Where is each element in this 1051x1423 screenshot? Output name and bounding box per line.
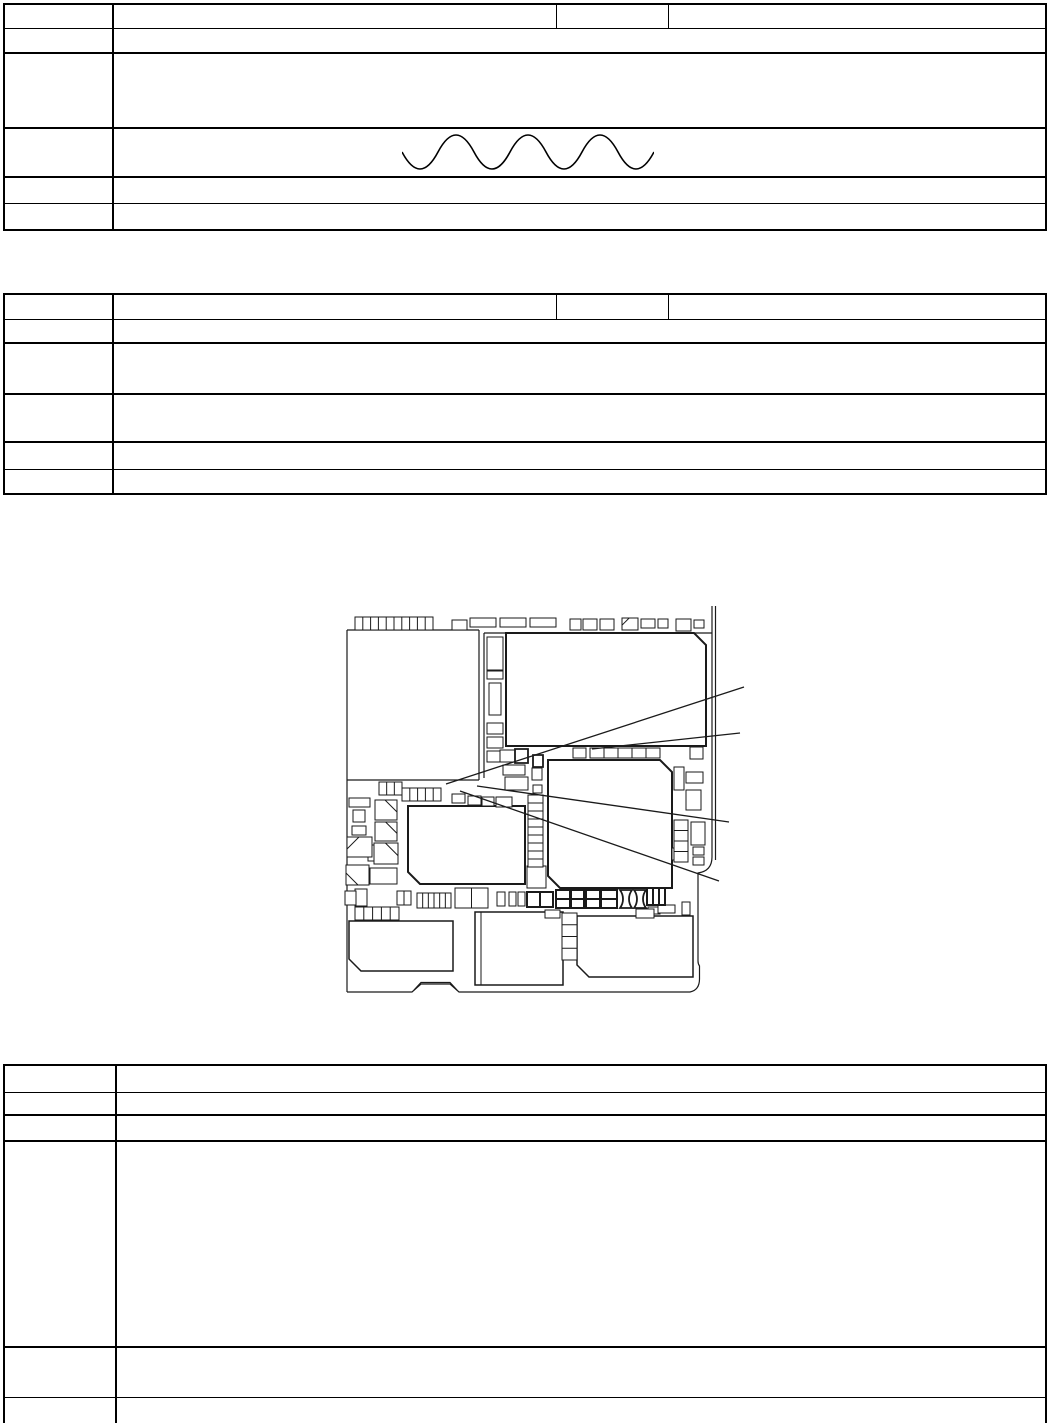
- component: [353, 810, 365, 822]
- ic-chip: [408, 806, 525, 884]
- component: [533, 755, 543, 767]
- table-3-row-4-cell-2: [117, 1142, 1045, 1346]
- table-1-row-2-cell-2: [114, 29, 1045, 52]
- table-2-row-1-cell-3: [557, 295, 669, 319]
- component: [355, 889, 367, 906]
- component: [527, 866, 546, 888]
- table-1-row-5-cell-1: [5, 178, 114, 203]
- table-1-row-2: [5, 29, 1045, 54]
- component: [658, 905, 675, 913]
- component: [682, 902, 690, 915]
- table-1-row-3-cell-1: [5, 54, 114, 127]
- component: [500, 618, 526, 627]
- table-3: [3, 1064, 1047, 1423]
- table-1-row-1-cell-4: [669, 5, 1045, 28]
- component: [470, 618, 496, 627]
- table-3-row-5-cell-1: [5, 1348, 117, 1397]
- table-3-row-4: [5, 1142, 1045, 1348]
- component: [686, 772, 703, 783]
- table-3-row-2-cell-2: [117, 1093, 1045, 1114]
- component: [487, 671, 503, 679]
- component: [676, 619, 691, 631]
- table-2-row-6-cell-2: [114, 470, 1045, 493]
- ic-chip: [506, 633, 706, 746]
- component: [509, 892, 516, 906]
- table-3-row-1: [5, 1066, 1045, 1093]
- component: [487, 737, 503, 748]
- ic-chip: [577, 916, 693, 977]
- table-2-row-5: [5, 443, 1045, 470]
- table-3-row-1-cell-1: [5, 1066, 117, 1092]
- table-1-row-1-cell-1: [5, 5, 114, 28]
- table-2-row-2: [5, 320, 1045, 344]
- table-3-row-6-cell-2: [117, 1398, 1045, 1423]
- component: [452, 620, 467, 630]
- ic-chip: [548, 760, 672, 888]
- connector: [379, 782, 402, 795]
- table-3-row-3-cell-2: [117, 1116, 1045, 1140]
- component: [482, 797, 494, 806]
- component: [658, 619, 668, 628]
- component-polarized: [375, 822, 397, 841]
- table-1-row-5: [5, 178, 1045, 204]
- connector: [647, 888, 665, 905]
- component: [505, 777, 528, 790]
- table-3-row-1-cell-2: [117, 1066, 1045, 1092]
- component: [530, 618, 556, 627]
- table-2-row-1-cell-2: [114, 295, 557, 319]
- table-2-row-2-cell-2: [114, 320, 1045, 342]
- table-3-row-3: [5, 1116, 1045, 1142]
- component: [452, 794, 465, 803]
- table-2-row-4: [5, 395, 1045, 443]
- table-1-row-1: [5, 5, 1045, 29]
- table-1-row-3-cell-2: [114, 54, 1045, 127]
- component-polarized: [622, 618, 638, 630]
- component-polarized: [375, 800, 397, 820]
- component: [532, 768, 542, 780]
- table-3-row-6: [5, 1398, 1045, 1423]
- table-3-row-2: [5, 1093, 1045, 1116]
- table-2-row-2-cell-1: [5, 320, 114, 342]
- table-2-row-6-cell-1: [5, 470, 114, 493]
- component: [503, 765, 525, 775]
- table-1-row-6: [5, 204, 1045, 229]
- component: [496, 797, 512, 807]
- component-stack: [528, 795, 543, 867]
- table-2-row-6: [5, 470, 1045, 493]
- component: [690, 747, 703, 759]
- component-bowtie: [634, 890, 646, 908]
- table-3-row-5: [5, 1348, 1045, 1398]
- table-3-row-3-cell-1: [5, 1116, 117, 1140]
- pcb-layout-figure: [343, 598, 753, 1005]
- table-2-row-5-cell-2: [114, 443, 1045, 469]
- component: [691, 822, 705, 845]
- component: [694, 620, 704, 628]
- table-1-row-6-cell-1: [5, 204, 114, 229]
- component: [686, 790, 701, 810]
- component: [641, 619, 655, 628]
- table-3-row-5-cell-2: [117, 1348, 1045, 1397]
- component: [370, 868, 397, 884]
- sine-wave-symbol: [402, 133, 654, 171]
- table-3-row-4-cell-1: [5, 1142, 117, 1346]
- component-polarized: [346, 865, 369, 885]
- component: [518, 892, 525, 906]
- component: [352, 826, 366, 835]
- table-2-row-4-cell-2: [114, 395, 1045, 441]
- table-2-row-1-cell-1: [5, 295, 114, 319]
- table-2-row-3-cell-2: [114, 344, 1045, 393]
- component: [349, 798, 370, 807]
- table-1-row-3: [5, 54, 1045, 129]
- component: [497, 892, 505, 906]
- table-1-row-6-cell-2: [114, 204, 1045, 229]
- table-2-row-4-cell-1: [5, 395, 114, 441]
- table-1-row-1-cell-3: [557, 5, 669, 28]
- table-2-row-3: [5, 344, 1045, 395]
- table-2-row-3-cell-1: [5, 344, 114, 393]
- table-1-row-2-cell-1: [5, 29, 114, 52]
- component: [570, 619, 581, 630]
- component: [693, 857, 704, 865]
- component: [545, 910, 560, 918]
- component-polarized: [374, 843, 398, 864]
- connector: [590, 748, 660, 758]
- table-2-row-1-cell-4: [669, 295, 1045, 319]
- component: [600, 619, 614, 630]
- connector: [402, 788, 441, 801]
- table-1-row-5-cell-2: [114, 178, 1045, 203]
- table-1-row-1-cell-2: [114, 5, 557, 28]
- component: [533, 785, 542, 793]
- component: [489, 683, 501, 715]
- table-2-row-1: [5, 295, 1045, 320]
- table-2: [3, 293, 1047, 495]
- component: [487, 637, 503, 670]
- sine-wave-path: [402, 135, 654, 169]
- component: [345, 891, 356, 905]
- table-3-row-2-cell-1: [5, 1093, 117, 1114]
- table-1-row-4-cell-1: [5, 129, 114, 176]
- table-1: [3, 3, 1047, 231]
- component: [573, 748, 586, 758]
- table-2-row-5-cell-1: [5, 443, 114, 469]
- table-3-row-6-cell-1: [5, 1398, 117, 1423]
- component: [487, 723, 503, 734]
- connector: [355, 907, 399, 920]
- component: [636, 909, 654, 918]
- component: [674, 767, 684, 790]
- ic-chip: [349, 921, 453, 971]
- component: [693, 847, 704, 855]
- ic-chip: [475, 912, 563, 985]
- component-bowtie: [620, 890, 632, 908]
- component: [583, 619, 597, 630]
- component-polarized: [347, 837, 372, 857]
